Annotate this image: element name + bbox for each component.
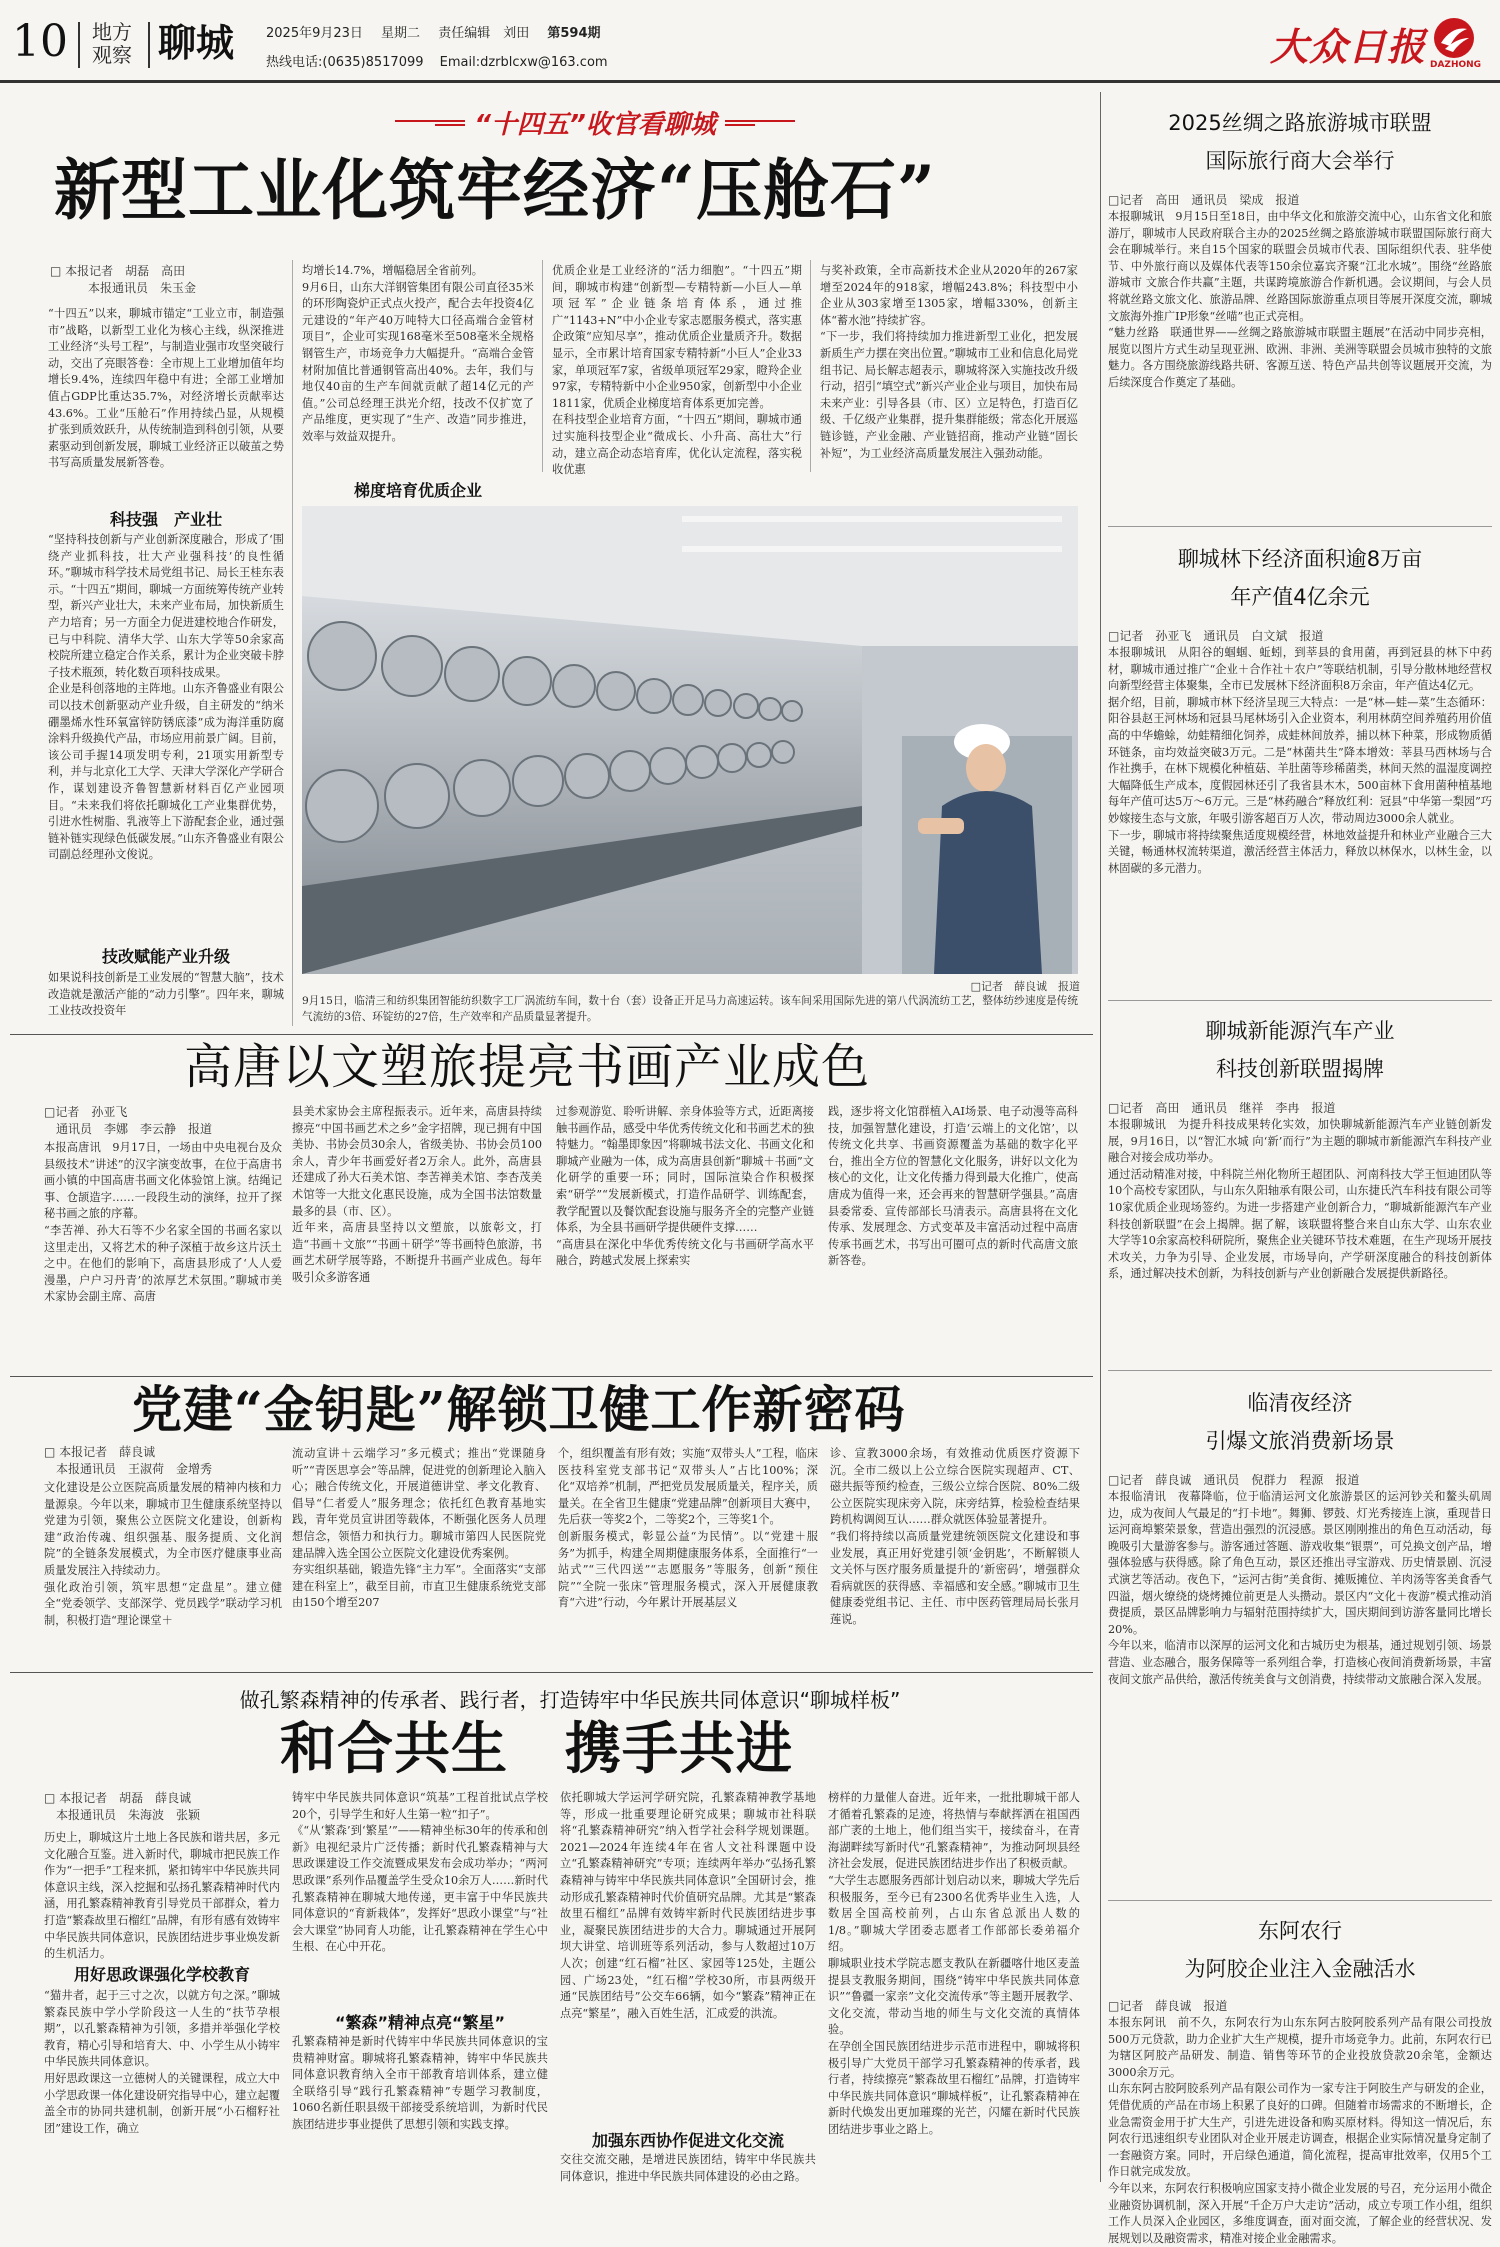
party-byline: □ 本报记者 薛良诚 本报通讯员 王淑荷 金增秀 bbox=[44, 1445, 213, 1476]
photo-caption: 9月15日，临清三和纺织集团智能纺织数字工厂涡流纺车间，数十台（套）设备正开足马力高速运转。该车间采用国际先进的第八代涡流纺工艺，整体纺纱速度是传统气流纺的3倍、环锭纺的27倍，生产效率和产品质量显著提升。 bbox=[302, 995, 1078, 1023]
gaotang-col1: 本报高唐讯 9月17日，一场由中央电视台及众县级技术“讲述”的汉字演变故事，在位于高唐书画小镇的中国高唐书画文化体验馆上演。结绳记事、仓颉造字……一段段生动的演绎，拉开了探秘书画之旅的序幕。 “李苦禅、孙大石等不少名家全国的书画名家以这里走出，又将艺术的种子深植于故乡这片沃土之中。在他们的影响下，高唐县形成了‘人人爱漫墨，户户习丹青’的浓厚艺术氛围。”聊城市美术家协会副主席、高唐 bbox=[44, 1141, 282, 1304]
gaotang-col4: 践，逐步将文化馆群植入AI场景、电子动漫等高科技，加强智慧化建设，打造‘云端上的文化馆’，以传统文化共享、书画资源覆盖为基础的数字化平台，推出全方位的智慧化文化服务，讲好以文化为核心的文化，让文化传播力得到最大化推广，使高唐成为值得一来，还会再来的智慧研学强县。”高唐县委常委、宣传部部长马清表示。高唐县将在文化传承、发展理念、方式变革及丰富活动过程中高唐传承书画艺术，书写出可圈可点的新时代高唐文旅新答卷。 bbox=[828, 1105, 1078, 1268]
sidebar-body: 本报聊城讯 为提升科技成果转化实效，加快聊城新能源汽车产业链创新发展，9月16日，以“智汇水城 向‘新’而行”为主题的聊城市新能源汽车科技产业融合对接会成功举办。 通过活动精准对接，中科院兰州化物所王超团队、河南科技大学王恒迪团队等10个高校专家团队，与山东久阳轴承有限公司，山东捷氏汽车科技有限公司等10家优质企业现场签约。为进一步搭建产业创新合力，“聊城新能源汽车产业科技创新联盟”在会上揭牌。据了解，该联盟将整合来自山东大学、山东农业大学等10余家高校科研院所，聚焦企业关键环节技术难题，在生产现场开展技术攻关，力争为引导、企业发展，市场导向，产学研深度融合的科技创新体系，通过解决技术创新，为科技创新与产业创新融合发展提供新路径。 bbox=[1108, 1118, 1492, 1281]
lead-subhead-3: 梯度培育优质企业 bbox=[353, 481, 482, 500]
lead-col3: 优质企业是工业经济的“活力细胞”。“十四五”期间，聊城市构建“创新型—专精特新—小巨人—单项冠军”企业链条培育体系，通过推广“1143+N”中小企业专家志愿服务模式，落实惠企政策“应知尽享”，推动优质企业量质齐升。数据显示，全市累计培育国家专精特新“小巨人”企业33家，单项冠军7家，省级单项冠军29家，瞪羚企业97家，专精特新中小企业950家，创新型中小企业1811家，优质企业梯度培育体系更加完善。 在科技型企业培育方面，“十四五”期间，聊城市通过实施科技型企业“微成长、小升高、高壮大”行动，建立高企动态培育库，优化认定流程，落实税收优惠 bbox=[552, 264, 802, 477]
kfs-byline: □ 本报记者 胡磊 薛良诚 本报通讯员 朱海波 张颖 bbox=[44, 1791, 201, 1822]
sidebar-byline: □记者 高田 通讯员 继祥 李冉 报道 bbox=[1108, 1101, 1336, 1115]
sidebar-title: 聊城林下经济面积逾8万亩 年产值4亿余元 bbox=[1177, 547, 1423, 609]
lead-col2: 均增长14.7%，增幅稳居全省前列。 9月6日，山东大洋钢管集团有限公司直径35米的环形陶瓷炉正式点火投产，配合去年投资4亿元建设的“年产40万吨特大口径高端合金管材项目”，企业可实现168毫米至508毫米全规格钢管生产，市场竞争力大幅提升。“高端合金管材附加值比普通钢管高出40%。去年，我们与地仅40亩的生产车间就贡献了超14亿元的产值。”公司总经理王洪光介绍，技改不仅扩宽了产品维度，更实现了“生产、改造”同步推进，效率与效益双提升。 bbox=[302, 264, 534, 443]
hotline: 热线电话:(0635)8517099 bbox=[266, 55, 424, 70]
issue-weekday: 星期二 bbox=[381, 26, 421, 41]
newspaper-logo: 大众日报 DAZHONG bbox=[1270, 10, 1490, 72]
kfs-title: 和合共生 携手共进 bbox=[280, 1716, 793, 1782]
lead-subhead-1: 科技强 产业壮 bbox=[109, 510, 222, 529]
party-col4: 诊、宣教3000余场，有效推动优质医疗资源下沉。全市二级以上公立综合医院实现超声、CT、磁共振等预约检查，三级公立综合医院、80%二级公立医院实现床旁入院，床旁结算，检验检查结果跨机构调阅互认……群众就医体验显著提升。 “我们将持续以高质量党建统领医院文化建设和事业发展，真正用好党建引领‘金钥匙’，不断解锁人文关怀与医疗服务质量提升的‘新密码’，增强群众看病就医的获得感、幸福感和安全感。”聊城市卫生健康委党组书记、主任、市中医药管理局局长张月莲说。 bbox=[830, 1447, 1080, 1626]
kfs-col1b: “猫井者，起于三寸之次，以就方句之深。”聊城繁森民族中学小学阶段这一人生的“扶节孕根期”，以孔繁森精神为引领，多措并举强化学校教育，精心引导和培育大、中、小学生从小铸牢中华民族共同体意识。 用好思政课这一立德树人的关键课程，成立大中小学思政课一体化建设研究指导中心，建立起覆盖全市的协同共建机制，创新开展“小石榴籽社团”建设工作，确立 bbox=[44, 1989, 280, 2135]
issue-date: 2025年9月23日 bbox=[266, 26, 363, 41]
lead-kicker: “十四五”收官看聊城 bbox=[395, 100, 795, 142]
lead-byline: □ 本报记者 胡磊 高田 本报通讯员 朱玉金 bbox=[50, 264, 197, 295]
sidebar-body: 本报聊城讯 从阳谷的蝈蝈、蚯蚓，到莘县的食用菌，再到冠县的林下中药材，聊城市通过推广“企业＋合作社＋农户”等联结机制，引导分散林地经营权向新型经营主体聚集，全市已发展林下经济面积8万余亩，年产值达4亿元。 据介绍，目前，聊城市林下经济呈现三大特点：一是“林—蛙—菜”生态循环：阳谷县赵王河林场和冠县马尾林场引入企业资本，利用林荫空间养殖药用价值高的中华蟾蜍，幼蛙精细化饲养，成蛙林间放养，捕以林下种菜，形成物质循环链条，亩均效益突破3万元。二是“林菌共生”降本增效：莘县马西林场与合作社携手，在林下规模化种植菇、羊肚菌等珍稀菌类，林间天然的温湿度调控大幅降低生产成本，度假园林还引了我省县木木，500亩林下食用菌种植基地每年产值可达5万～6万元。三是“林药融合”释放红利：冠县“中华第一梨园”巧妙嫁接生态与文旅，年吸引游客超百万人次，带动周边3000余人就业。 下一步，聊城市将持续聚焦适度规模经营，林地效益提升和林业产业融合三大关键，畅通林权流转渠道，激活经营主体活力，释放以林保水，以林生金，以林固碳的多元潜力。 bbox=[1108, 646, 1492, 875]
kfs-subhead-3: 加强东西协作促进文化交流 bbox=[591, 2131, 784, 2150]
lead-col4: 与奖补政策，全市高新技术企业从2020年的267家增至2024年的918家，增幅243.8%；科技型中小企业从303家增至1305家，增幅330%，创新主体“蓄水池”持续扩容。 “下一步，我们将持续加力推进新型工业化，把发展新质生产力摆在突出位置。”聊城市工业和信息化局党组书记、局长解志超表示，聊城将深入实施技改升级行动，招引“填空式”新兴产业企业与项目，加快布局未来产业：引导各县（市、区）立足特色，打造百亿级、千亿级产业集群，提升集群能级；常态化开展巡链诊链，产业金融、产业链招商，推动产业链“固长补短”，为工业经济高质量发展注入强劲动能。 bbox=[820, 264, 1078, 460]
photo-credit: □记者 薛良诚 报道 bbox=[970, 980, 1080, 993]
sidebar-byline: □记者 高田 通讯员 梁成 报道 bbox=[1108, 193, 1300, 207]
logo-emblem-icon bbox=[1432, 16, 1476, 60]
sidebar-byline: □记者 薛良诚 报道 bbox=[1108, 1999, 1228, 2013]
lead-col1b: “坚持科技创新与产业创新深度融合，形成了‘围绕产业抓科技，壮大产业强科技’的良性循环。”聊城市科学技术局党组书记、局长王桂东表示。“十四五”期间，聊城一方面统筹传统产业转型，新兴产业壮大，未来产业布局，加快新质生产力培育；另一方面全力促进建校地合作研发，已与中科院、清华大学、山东大学等50余家高校院所建立稳定合作关系，累计为企业突破卡脖子技术瓶颈，转化数百项科技成果。 企业是科创落地的主阵地。山东齐鲁盛业有限公司以技术创新驱动产业升级，自主研发的“纳米硼墨烯水性环氧富锌防锈底漆”成为海洋重防腐涂料升级换代产品，市场应用前景广阔。目前，该公司手握14项发明专利，21项实用新型专利，并与北京化工大学、天津大学深化产学研合作，谋划建设齐鲁智慧新材料百亿产业园项目。“未来我们将依托聊城化工产业集群优势，引进水性树脂、乳液等上下游配套企业，通过强链补链实现绿色低碳发展。”山东齐鲁盛业有限公司副总经理孙文俊说。 bbox=[48, 533, 284, 862]
kfs-col4: 榜样的力量催人奋进。近年来，一批批聊城干部人才循着孔繁森的足迹，将热情与奉献挥洒在祖国西部广袤的土地上，他们组当实干，接续奋斗，在青海湖畔续写新时代“孔繁森精神”，为推动阿坝县经济社会发展，促进民族团结进步作出了积极贡献。 “大学生志愿服务西部计划启动以来，聊城大学先后积极服务，至今已有2300名优秀毕业生入选，人数居全国高校前列，占山东省总派出人数的1/8。”聊城大学团委志愿者工作部部长委弟福介绍。 聊城职业技术学院志愿支教队在新疆喀什地区麦盖提县支教服务期间，围绕“铸牢中华民族共同体意识”“鲁疆一家亲”文化交流传承”等主题开展教学、文化交流，带动当地的师生与文化交流的真情体验。 在孕创全国民族团结进步示范市进程中，聊城将积极引导广大党员干部学习孔繁森精神的传承者，践行者，持续擦亮“繁森故里石榴红”品牌，打造铸牢中华民族共同体意识“聊城样板”，让孔繁森精神在新时代焕发出更加璀璨的光芒，闪耀在新时代民族团结进步事业之路上。 bbox=[828, 1791, 1080, 2136]
gaotang-byline: □记者 孙亚飞 通讯员 李娜 李云静 报道 bbox=[44, 1105, 213, 1136]
kfs-col1: 历史上，聊城这片土地上各民族和谐共居，多元文化融合互鉴。进入新时代，聊城市把民族工作作为“一把手”工程来抓，紧扣铸牢中华民族共同体意识主线，深入挖掘和弘扬孔繁森精神时代内涵，用孔繁森精神教育引导党员干部群众，着力打造“繁森故里石榴红”品牌，有形有感有效铸牢中华民族共同体意识，民族团结进步事业焕发新的生机活力。 bbox=[44, 1831, 280, 1961]
gaotang-title: 高唐以文塑旅提亮书画产业成色 bbox=[184, 1039, 871, 1095]
email: Email:dzrblcxw@163.com bbox=[439, 55, 608, 70]
sidebar-article-silk-road bbox=[1108, 96, 1492, 605]
masthead bbox=[0, 0, 1500, 88]
factory-photo bbox=[302, 506, 1078, 974]
sidebar-title: 聊城新能源汽车产业 科技创新联盟揭牌 bbox=[1205, 1019, 1395, 1081]
kfs-subhead-2: “繁森”精神点亮“繁星” bbox=[334, 2013, 506, 2032]
sidebar-title: 2025丝绸之路旅游城市联盟 国际旅行商大会举行 bbox=[1168, 111, 1432, 173]
kfs-col2b: 孔繁森精神是新时代铸牢中华民族共同体意识的宝贵精神财富。聊城将孔繁森精神，铸牢中华民族共同体意识教育纳入全市干部教育培训体系，建立健全联络引导“践行孔繁森精神”专题学习教制度，1060名新任职县级干部接受系统培训，为新时代民族团结进步事业提供了思想引领和实践支撑。 bbox=[292, 2035, 548, 2131]
sidebar-byline: □记者 薛良诚 通讯员 倪群力 程源 报道 bbox=[1108, 1473, 1360, 1487]
sidebar-body: 本报临清讯 夜幕降临，位于临清运河文化旅游景区的运河钞关和鳌头矶周边，成为夜间人气最足的“打卡地”。舞狮、锣鼓、灯光秀接连上演，重现昔日运河商埠繁荣景象，营造出强烈的沉浸感。景区刚刚推出的角色互动活动，每晚吸引大量游客参与。游客通过答题、游戏收集“银票”，可兑换文创产品，增强体验感与获得感。除了角色互动，景区还推出寻宝游戏、历史情景剧、沉浸式演艺等活动。夜色下，“运河古街”美食街、摊贩摊位、羊肉汤等客美食香气四溢，烟火缭绕的烧烤摊位前更是人头攒动。景区内“文化＋夜游”模式推动消费提质，景区品牌影响力与辐射范围持续扩大，国庆期间到访游客量同比增长20%。 今年以来，临清市以深厚的运河文化和古城历史为根基，通过规划引领、场景营造、业态融合，服务保障等一系列组合拳，打造核心夜间消费新场景，丰富夜间文旅产品供给，激活传统美食与文创消费，持续带动文旅融合深入发展。 bbox=[1108, 1490, 1492, 1686]
sidebar-byline: □记者 孙亚飞 通讯员 白文斌 报道 bbox=[1108, 629, 1324, 643]
kfs-col3b: 交往交流交融，是增进民族团结，铸牢中华民族共同体意识，推进中华民族共同体建设的必由之路。 bbox=[560, 2153, 816, 2183]
kfs-col3: 依托聊城大学运河学研究院，孔繁森精神教学基地等，形成一批重要理论研究成果；聊城市社科联将“孔繁森精神研究”纳入哲学社会科学规划课题。2021—2024年连续4年在省人文社科课题中设立“孔繁森精神研究”专项；连续两年举办“弘扬孔繁森精神与铸牢中华民族共同体意识”全国研讨会，推动形成孔繁森精神时代价值研究品牌。尤其是“繁森故里石榴红”品牌有效铸牢新时代民族团结进步事业，凝聚民族团结进步的大合力。聊城通过开展阿坝大讲堂、培训班等系列活动，参与人数超过10万人次；创建“红石榴”社区、家园等125处，主题公园、广场23处，“红石榴”学校30所，市县两级开通“民族团结号”公交车66辆，如今“繁森”精神正在点亮“繁星”，融入百姓生活，汇成爱的洪流。 bbox=[560, 1791, 816, 2020]
duty-editor: 责任编辑 刘田 bbox=[438, 26, 530, 41]
kfs-kicker: 做孔繁森精神的传承者、践行者，打造铸牢中华民族共同体意识“聊城样板” bbox=[239, 1688, 901, 1712]
kfs-subhead-1: 用好思政课强化学校教育 bbox=[73, 1965, 250, 1984]
city-label: 聊城 bbox=[158, 21, 235, 65]
kfs-col2: 铸牢中华民族共同体意识“筑基”工程首批试点学校20个，引导学生和好人生第一粒“扣子”。 《“从‘繁森’到‘繁星’”——精神坐标30年的传承和创新》电视纪录片广泛传播；新时代孔繁森精神与大思政课建设工作交流暨成果发布会成功举办；“两河思政课”系列作品覆盖学生受众10余万人……新时代孔繁森精神在聊城大地传递，更丰富于中华民族共同体意识的“育新栽体”，发挥好“思政小课堂”与“社会大课堂”协同育人功能，让孔繁森精神在学生心中生根、在心中开花。 bbox=[292, 1791, 548, 1954]
sidebar-title: 东阿农行 为阿胶企业注入金融活水 bbox=[1184, 1919, 1416, 1981]
sidebar-article-linqing bbox=[1108, 1374, 1492, 1899]
sidebar-article-nev bbox=[1108, 1004, 1492, 1363]
page-number: 10 bbox=[12, 16, 68, 67]
gaotang-col2: 县美术家协会主席程振表示。近年来，高唐县持续擦亮“中国书画艺术之乡”金字招牌，现已拥有中国美协、书协会员30余人，省级美协、书协会员100余人，青少年书画爱好者2万余人。此外，高唐县还建成了孙大石美术馆、李苦禅美术馆、李杏茂美术馆等一大批文化惠民设施，成为全国书法馆数量最多的县（市、区）。 近年来，高唐县坚持以文塑旅，以旅彰文，打造“书画＋文旅”“书画＋研学”等书画特色旅游，书画艺术研学展等路，不断提升书画产业成色。每年吸引众多游客通 bbox=[292, 1105, 542, 1284]
lead-col1: “十四五”以来，聊城市锚定“工业立市，制造强市”战略，以新型工业化为核心主线，纵深推进工业经济“头号工程”，与制造业强市攻坚突破行动，交出了亮眼答卷：全市规上工业增加值年均增长9.4%，连续四年稳中有进；全部工业增加值占GDP比重达35.7%，对经济增长贡献率达43.6%。工业“压舱石”作用持续凸显，从规模扩张到质效跃升，从传统制造到科创引领，从要素驱动到创新发展，聊城工业经济正以破茧之势书写高质量发展新答卷。 bbox=[48, 307, 284, 470]
issue-number: 第594期 bbox=[547, 26, 601, 41]
sidebar-title: 临清夜经济 引爆文旅消费新场景 bbox=[1205, 1391, 1395, 1453]
sidebar-article-donge bbox=[1108, 1904, 1492, 2245]
section-label: 地方 观察 bbox=[92, 20, 132, 67]
party-col3: 个，组织覆盖有形有效；实施“双带头人”工程，临床医技科室党支部书记“双带头人”占比100%；深化“双培养”机制，严把党员发展质量关，程序关，质量关。在全省卫生健康“党建品牌”创新项目大赛中，先后获一等奖2个，二等奖2个，三等奖1个。 创新服务模式，彰显公益“为民情”。以“党建＋服务”为抓手，构建全周期健康服务体系，全面推行“一站式”“三代四送”“志愿服务”等服务，创新“预住院”“全院一张床”管理服务模式，深入开展健康教育“六进”行动，今年累计开展基层义 bbox=[558, 1447, 818, 1610]
sidebar-body: 本报聊城讯 9月15日至18日，由中华文化和旅游交流中心，山东省文化和旅游厅，聊城市人民政府联合主办的2025丝绸之路旅游城市联盟国际旅行商大会在聊城举行。来自15个国家的联盟会员城市代表、国际组织代表、驻华使节、中外旅行商以及媒体代表等150余位嘉宾齐聚“江北水城”。围绕“丝路旅游城市 文旅合作共赢”主题，共谋跨境旅游合作新机遇。会议期间，与会人员将就丝路文旅文化、旅游品牌、丝路国际旅游重点项目等展开深度交流，聊城文旅海外推广IP形象“丝喵”也正式亮相。 “魅力丝路 联通世界——丝绸之路旅游城市联盟主题展”在活动中同步亮相，展览以图片方式生动呈现亚洲、欧洲、非洲、美洲等联盟会员城市独特的文旅魅力。各方围绕旅游线路共研、客源互送、特色产品共创等议题展开交流，为后续深度合作奠定了基础。 bbox=[1108, 210, 1492, 389]
lead-title: 新型工业化筑牢经济“压舱石” bbox=[54, 151, 936, 229]
party-col2: 流动宣讲＋云端学习”多元模式；推出“党课随身听”“青医思享会”等品牌，促进党的创新理论入脑入心；融合传统文化，开展道德讲堂、孝文化教育、倡导“仁者爱人”服务理念；依托红色教育基地实践，青年党员宣讲团等载体，不断强化医务人员理想信念，领悟力和执行力。聊城市第四人民医院党建品牌入选全国公立医院文化建设优秀案例。 夯实组织基础，锻造先锋“主力军”。全面落实“支部建在科室上”，截至目前，市直卫生健康系统党支部由150个增至207 bbox=[292, 1447, 546, 1610]
lead-col1c: 如果说科技创新是工业发展的“智慧大脑”，技术改造就是激活产能的“动力引擎”。四年来，聊城工业技改投资年 bbox=[48, 971, 284, 1018]
party-title: 党建“金钥匙”解锁卫健工作新密码 bbox=[132, 1380, 906, 1439]
party-col1: 文化建设是公立医院高质量发展的精神内核和力量源泉。今年以来，聊城市卫生健康系统坚持以党建为引领，聚焦公立医院文化建设，创新构建“政治传魂、组织强基、服务提质、文化润院”的全链条发展模式，为全市医疗健康事业高质量发展注入持续动力。 强化政治引领，筑牢思想“定盘星”。建立健全“党委领学、支部深学、党员践学”联动学习机制，积极打造“理论课堂＋ bbox=[44, 1481, 282, 1627]
gaotang-col3: 过参观游览、聆听讲解、亲身体验等方式，近距离接触书画作品，感受中华优秀传统文化和书画艺术的独特魅力。“翰墨即象因”将聊城书法文化、书画文化和聊城产业融为一体，成为高唐县创新“聊城＋书画”文化研学的重要一环；同时，国际渲染合作积极探索“研学”“发展新模式，打造作品研学、训练配套，教学配置以及餐饮配套设施与服务齐全的完整产业链体系，为全县书画研学提供硬件支撑…… “高唐县在深化中华优秀传统文化与书画研学高水平融合，跨越式发展上探索实 bbox=[556, 1105, 814, 1268]
lead-subhead-2: 技改赋能产业升级 bbox=[101, 947, 230, 966]
sidebar-body: 本报东阿讯 前不久，东阿农行为山东东阿古胶阿胶系列产品有限公司投放500万元贷款，助力企业扩大生产规模，提升市场竞争力。此前，东阿农行已为辖区阿胶产品研发、制造、销售等环节的企业投放贷款20余笔，金额达3000余万元。 山东东阿古胶阿胶系列产品有限公司作为一家专注于阿胶生产与研发的企业，凭借优质的产品在市场上积累了良好的口碑。但随着市场需求的不断增长，企业急需资金用于扩大生产，引进先进设备和购买原材料。得知这一情况后，东阿农行迅速组织专业团队对企业开展走访调查，根据企业实际情况量身定制了一套融资方案。同时，开启绿色通道，简化流程，提高审批效率，仅用5个工作日就完成发放。 今年以来，东阿农行积极响应国家支持小微企业发展的号召，充分运用小微企业融资协调机制，深入开展“千企万户大走访”活动，成立专项工作小组，组织工作人员深入企业园区，多维度调查，面对面交流，了解企业的经营状况、发展规划以及融资需求，精准对接企业金融需求。 bbox=[1108, 2016, 1492, 2245]
